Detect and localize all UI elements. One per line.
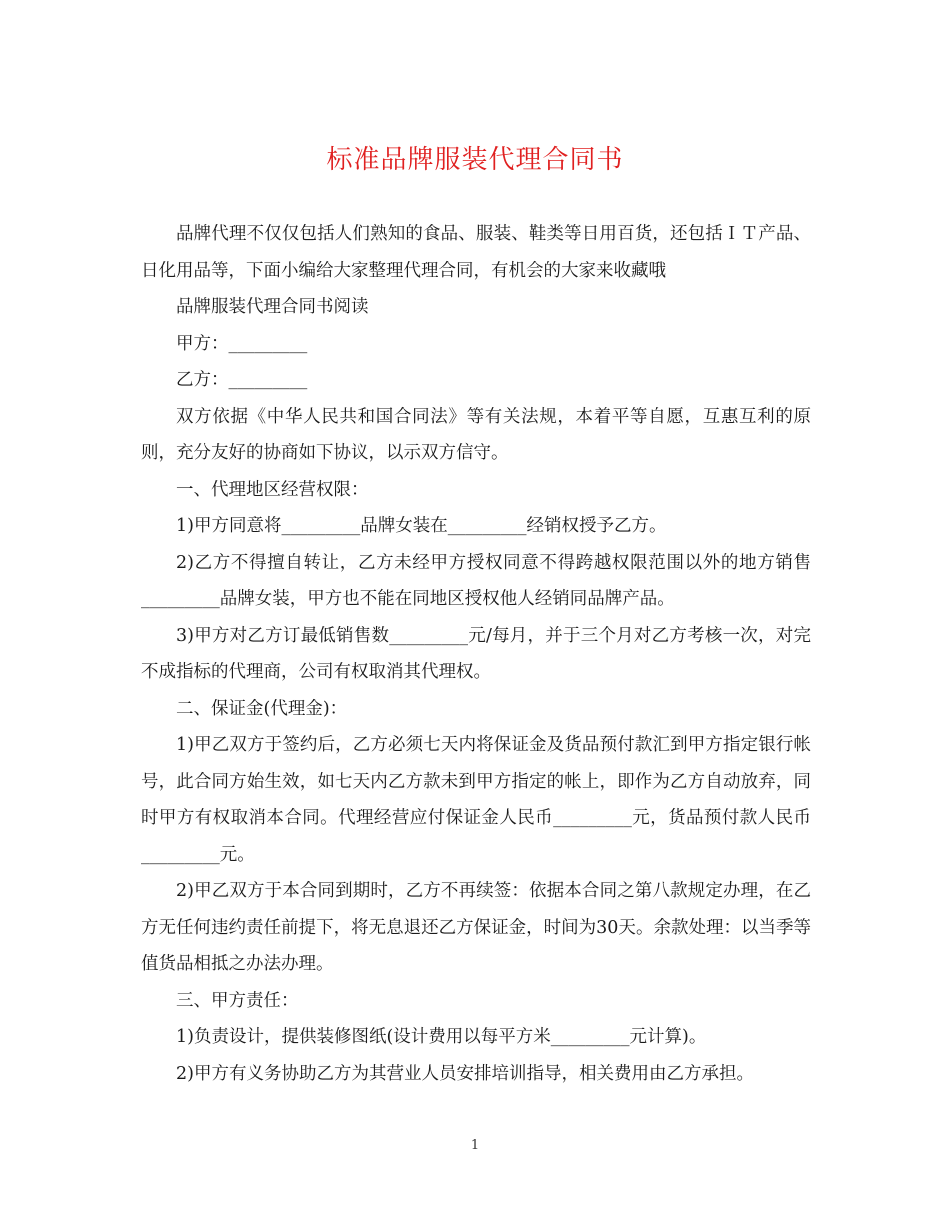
party-a-line: 甲方：_________ <box>176 333 308 354</box>
document-title: 标准品牌服装代理合同书 <box>326 145 624 175</box>
clause-1-2: 2)乙方不得擅自转让，乙方未经甲方授权同意不得跨越权限范围以外的地方销售_________品牌女装，甲方也不能在同地区授权他人经销同品牌产品。 <box>141 552 811 609</box>
page-number: 1 <box>470 1138 480 1153</box>
intro-paragraph: 品牌代理不仅仅包括人们熟知的食品、服装、鞋类等日用百货，还包括ＩＴ产品、日化用品等，下面小编给大家整理代理合同，有机会的大家来收藏哦 <box>141 224 811 281</box>
preamble-paragraph: 双方依据《中华人民共和国合同法》等有关法规，本着平等自愿，互惠互利的原则，充分友好的协商如下协议，以示双方信守。 <box>141 406 811 463</box>
clause-3-1: 1)负责设计，提供装修图纸(设计费用以每平方米_________元计算)。 <box>176 1027 707 1047</box>
clause-2-1: 1)甲乙双方于签约后，乙方必须七天内将保证金及货品预付款汇到甲方指定银行帐号，此合同方始生效，如七天内乙方款未到甲方指定的帐上，即作为乙方自动放弃，同时甲方有权取消本合同。代理经营应付保证金人民币_________元，货品预付款人民币_________元。 <box>141 735 811 865</box>
section-heading-2: 二、保证金(代理金)： <box>176 698 348 719</box>
party-b-line: 乙方：_________ <box>176 370 308 390</box>
clause-1-3: 3)甲方对乙方订最低销售数_________元/每月，并于三个月对乙方考核一次，对完不成指标的代理商，公司有权取消其代理权。 <box>141 625 811 682</box>
clause-1-1: 1)甲方同意将_________品牌女装在_________经销权授予乙方。 <box>176 516 667 536</box>
clause-3-2: 2)甲方有义务协助乙方为其营业人员安排培训指导，相关费用由乙方承担。 <box>176 1063 754 1084</box>
section-heading-1: 一、代理地区经营权限： <box>176 479 369 500</box>
clause-2-2: 2)甲乙双方于本合同到期时，乙方不再续签：依据本合同之第八款规定办理，在乙方无任何违约责任前提下，将无息退还乙方保证金，时间为30天。余款处理：以当季等值货品相抵之办法办理。 <box>141 881 811 974</box>
subtitle-paragraph: 品牌服装代理合同书阅读 <box>176 297 369 317</box>
document-body <box>141 216 811 1092</box>
section-heading-3: 三、甲方责任： <box>176 990 299 1011</box>
